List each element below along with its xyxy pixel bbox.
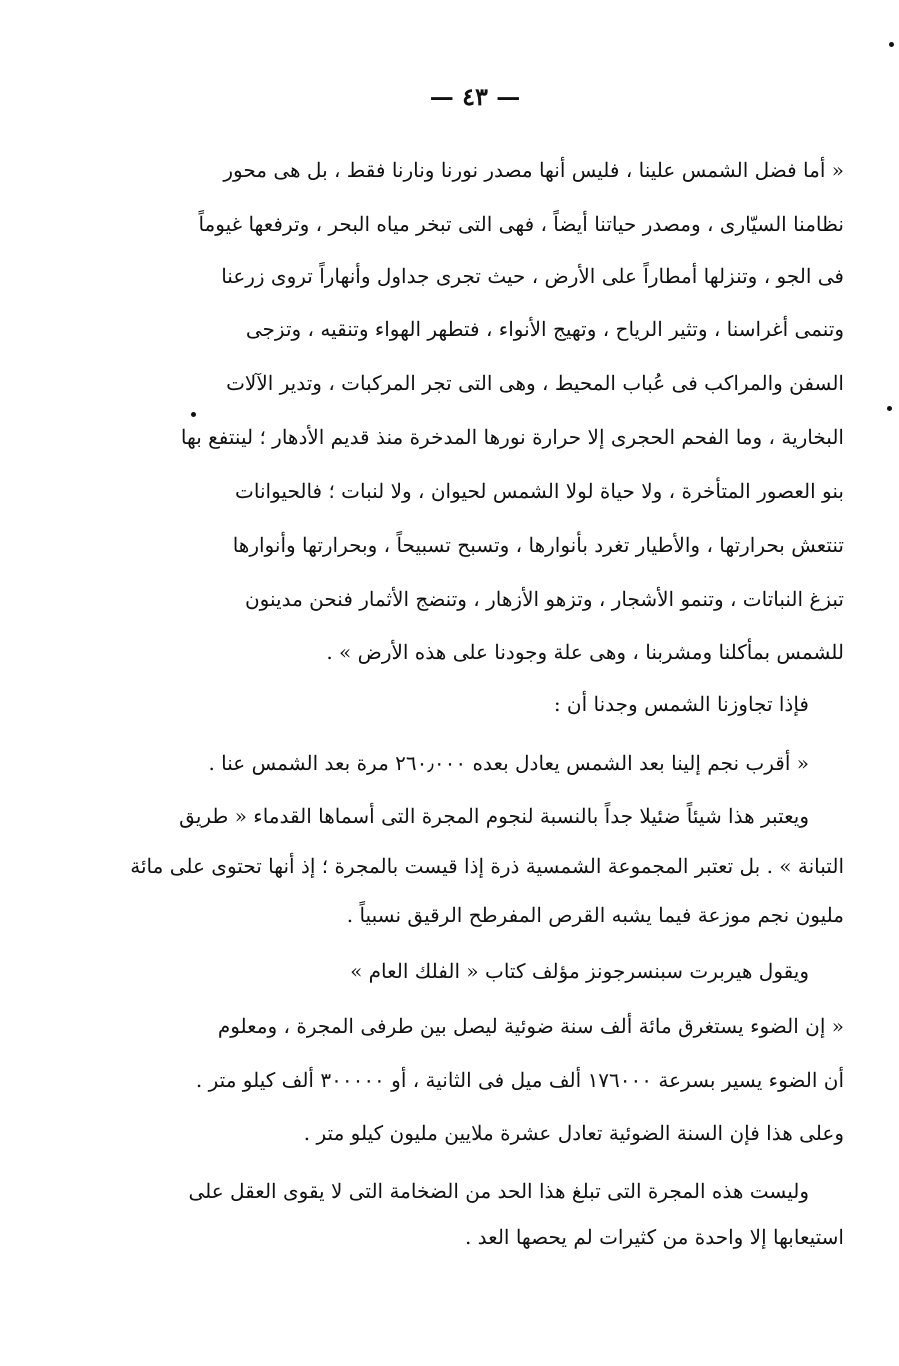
- text-line: وتنمى أغراسنا ، وتثير الرياح ، وتهيج الأنواء ، فتطهر الهواء وتنقيه ، وتزجى: [245, 317, 844, 341]
- scan-edge-mark: [887, 406, 892, 411]
- text-line: ويقول هيربرت سبنسرجونز مؤلف كتاب « الفلك العام »: [350, 959, 809, 983]
- scan-edge-mark: [191, 412, 196, 417]
- text-line: ويعتبر هذا شيئاً ضئيلا جداً بالنسبة لنجوم المجرة التى أسماها القدماء « طريق: [179, 804, 809, 828]
- text-line: فى الجو ، وتنزلها أمطاراً على الأرض ، حيث تجرى جداول وأنهاراً تروى زرعنا: [221, 264, 844, 288]
- text-line: تبزغ النباتات ، وتنمو الأشجار ، وتزهو الأزهار ، وتنضج الأثمار فنحن مدينون: [244, 587, 844, 611]
- text-line: وعلى هذا فإن السنة الضوئية تعادل عشرة ملايين مليون كيلو متر .: [303, 1121, 844, 1145]
- text-line: فإذا تجاوزنا الشمس وجدنا أن :: [553, 692, 809, 716]
- text-line: وليست هذه المجرة التى تبلغ هذا الحد من الضخامة التى لا يقوى العقل على: [188, 1179, 809, 1203]
- text-line: أن الضوء يسير بسرعة ١٧٦٠٠٠ ألف ميل فى الثانية ، أو ٣٠٠٠٠٠ ألف كيلو متر .: [195, 1068, 844, 1092]
- scan-edge-mark: [889, 42, 894, 47]
- text-line: بنو العصور المتأخرة ، ولا حياة لولا الشمس لحيوان ، ولا لنبات ؛ فالحيوانات: [235, 479, 844, 503]
- page-number: — ٤٣ —: [429, 82, 521, 111]
- text-line: استيعابها إلا واحدة من كثيرات لم يحصها العد .: [464, 1225, 844, 1249]
- text-line: « أما فضل الشمس علينا ، فليس أنها مصدر نورنا ونارنا فقط ، بل هى محور: [223, 158, 844, 182]
- text-line: السفن والمراكب فى عُباب المحيط ، وهى التى تجر المركبات ، وتدير الآلات: [226, 371, 844, 395]
- text-line: التبانة » . بل تعتبر المجموعة الشمسية ذرة إذا قيست بالمجرة ؛ إذ أنها تحتوى على مائة: [130, 854, 844, 878]
- text-line: البخارية ، وما الفحم الحجرى إلا حرارة نورها المدخرة منذ قديم الأدهار ؛ لينتفع بها: [180, 425, 844, 449]
- text-line: « إن الضوء يستغرق مائة ألف سنة ضوئية ليصل بين طرفى المجرة ، ومعلوم: [217, 1014, 844, 1038]
- text-line: للشمس بمأكلنا ومشربنا ، وهى علة وجودنا على هذه الأرض » .: [326, 640, 844, 664]
- text-line: مليون نجم موزعة فيما يشبه القرص المفرطح الرقيق نسبياً .: [346, 903, 844, 927]
- text-line: نظامنا السيّارى ، ومصدر حياتنا أيضاً ، فهى التى تبخر مياه البحر ، وترفعها غيوماً: [198, 212, 844, 236]
- text-line: « أقرب نجم إلينا بعد الشمس يعادل بعده ٢٦٠٫٠٠٠ مرة بعد الشمس عنا .: [208, 751, 809, 775]
- text-line: تنتعش بحرارتها ، والأطيار تغرد بأنوارها ، وتسبح تسبيحاً ، وبحرارتها وأنوارها: [232, 533, 844, 557]
